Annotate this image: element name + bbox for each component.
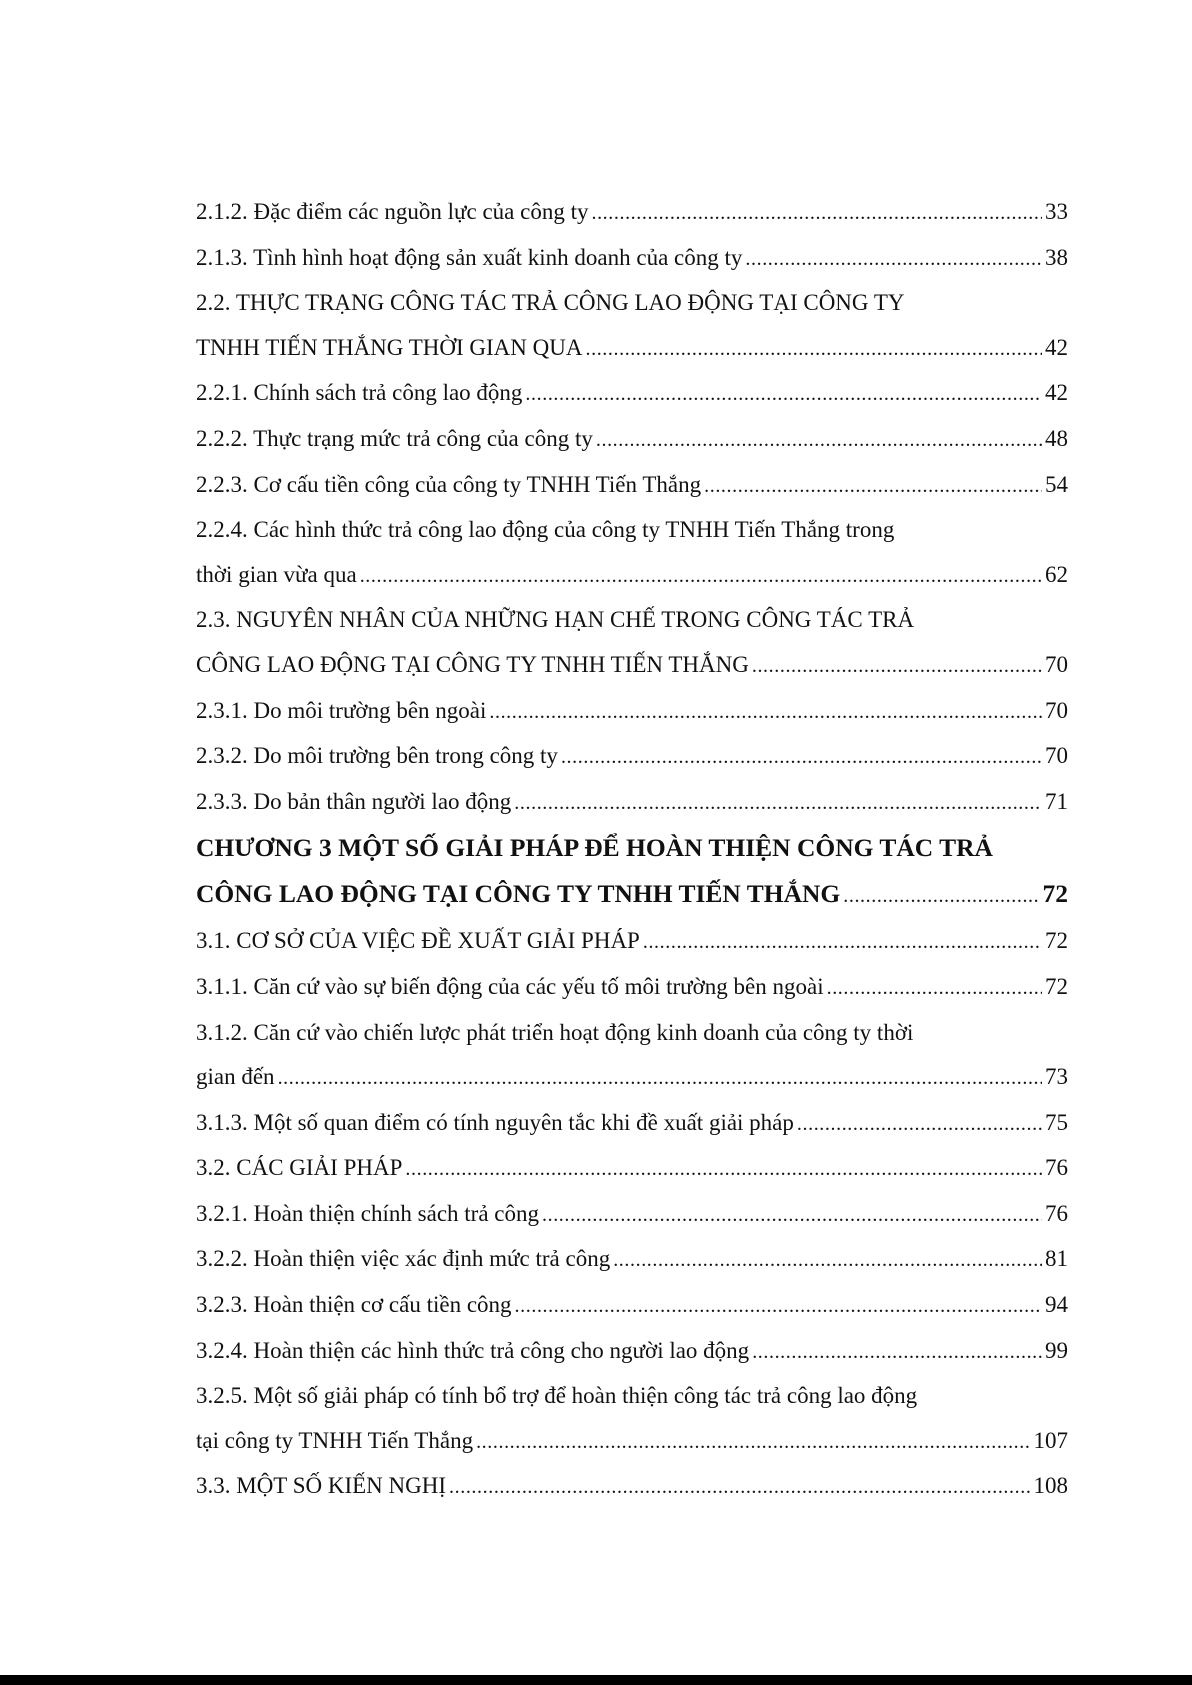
toc-page-number: 75	[1045, 1109, 1068, 1135]
toc-page-number: 70	[1045, 651, 1068, 677]
dot-leader	[643, 919, 1042, 965]
dot-leader	[752, 1329, 1042, 1375]
toc-entry[interactable]	[196, 1101, 1068, 1147]
toc-entry-title: CÔNG LAO ĐỘNG TẠI CÔNG TY TNHH TIẾN THẮNG	[196, 879, 841, 909]
dot-leader	[752, 643, 1042, 689]
toc-page-number: 99	[1045, 1337, 1068, 1363]
toc-entry[interactable]	[196, 508, 1068, 598]
toc-entry[interactable]	[196, 371, 1068, 417]
toc-entry-title: 3.2.1. Hoàn thiện chính sách trả công	[196, 1200, 539, 1226]
toc-entry[interactable]	[196, 190, 1068, 236]
toc-entry-title: 2.2.2. Thực trạng mức trả công của công ty	[196, 425, 593, 451]
toc-entry[interactable]	[196, 919, 1068, 965]
toc-entry-title: 3.3. MỘT SỐ KIẾN NGHỊ	[196, 1473, 447, 1499]
toc-entry-title: 2.2.3. Cơ cấu tiền công của công ty TNHH Tiến Thắng	[196, 471, 702, 497]
toc-entry-title: 2.3.3. Do bản thân người lao động	[196, 788, 512, 814]
dot-leader	[489, 689, 1042, 735]
toc-entry-title: 3.1.1. Căn cứ vào sự biến động của các yếu tố môi trường bên ngoài	[196, 973, 824, 999]
dot-leader	[843, 871, 1039, 919]
dot-leader	[449, 1464, 1030, 1510]
toc-entry[interactable]	[196, 417, 1068, 463]
page-bottom-border	[0, 1675, 1192, 1685]
dot-leader	[586, 326, 1043, 372]
toc-page-number: 72	[1045, 973, 1068, 999]
toc-page-number: 42	[1045, 380, 1068, 406]
toc-page-number: 54	[1045, 471, 1068, 497]
toc-page-number: 48	[1045, 425, 1068, 451]
toc-entry-title: thời gian vừa qua	[196, 561, 357, 587]
dot-leader	[596, 417, 1042, 463]
dot-leader	[515, 1283, 1042, 1329]
toc-entry-title-first-line: 2.3. NGUYÊN NHÂN CỦA NHỮNG HẠN CHẾ TRONG CÔNG TÁC TRẢ	[196, 607, 915, 633]
toc-entry-title: 3.2.4. Hoàn thiện các hình thức trả công cho người lao động	[196, 1337, 750, 1363]
toc-entry-title-first-line: 3.2.5. Một số giải pháp có tính bổ trợ để hoàn thiện công tác trả công lao động	[196, 1383, 918, 1409]
toc-entry[interactable]	[196, 1329, 1068, 1375]
toc-entry[interactable]	[196, 1237, 1068, 1283]
toc-page-number: 94	[1045, 1292, 1068, 1318]
toc-entry[interactable]	[196, 780, 1068, 826]
toc-entry-title: 3.2.2. Hoàn thiện việc xác định mức trả công	[196, 1246, 611, 1272]
toc-entry-title: tại công ty TNHH Tiến Thắng	[196, 1427, 474, 1453]
toc-entry-title-first-line: CHƯƠNG 3 MỘT SỐ GIẢI PHÁP ĐỂ HOÀN THIỆN CÔNG TÁC TRẢ	[196, 833, 993, 863]
toc-entry-title: gian đến	[196, 1064, 275, 1090]
toc-page-number: 71	[1045, 788, 1068, 814]
toc-entry-title-first-line: 3.1.2. Căn cứ vào chiến lược phát triển hoạt động kinh doanh của công ty thời	[196, 1019, 914, 1045]
dot-leader	[613, 1237, 1042, 1283]
toc-entry[interactable]	[196, 598, 1068, 688]
dot-leader	[476, 1419, 1030, 1465]
toc-entry-title: 2.3.1. Do môi trường bên ngoài	[196, 697, 487, 723]
toc-page-number: 73	[1045, 1064, 1068, 1090]
toc-page-number: 33	[1045, 199, 1068, 224]
dot-leader	[704, 463, 1042, 509]
toc-entry-title-first-line: 2.2.4. Các hình thức trả công lao động của công ty TNHH Tiến Thắng trong	[196, 517, 895, 543]
toc-page-number: 107	[1033, 1427, 1068, 1453]
toc-entry-title: 3.2. CÁC GIẢI PHÁP	[196, 1155, 403, 1181]
toc-entry[interactable]	[196, 281, 1068, 371]
toc-entry[interactable]	[196, 1464, 1068, 1510]
toc-page-number: 72	[1042, 879, 1068, 909]
dot-leader	[561, 734, 1042, 780]
dot-leader	[745, 236, 1042, 282]
toc-entry[interactable]	[196, 1011, 1068, 1101]
toc-entry[interactable]	[196, 965, 1068, 1011]
toc-page-number: 42	[1045, 334, 1068, 360]
toc-entry-title: 3.1. CƠ SỞ CỦA VIỆC ĐỀ XUẤT GIẢI PHÁP	[196, 928, 640, 954]
toc-page-number: 70	[1045, 743, 1068, 769]
toc-page-number: 108	[1033, 1473, 1068, 1499]
toc-page-number: 38	[1045, 244, 1068, 270]
dot-leader	[525, 371, 1042, 417]
dot-leader	[514, 780, 1042, 826]
table-of-contents	[196, 190, 1068, 1510]
toc-entry-title: 3.1.3. Một số quan điểm có tính nguyên tắc khi đề xuất giải pháp	[196, 1109, 794, 1135]
toc-entry[interactable]	[196, 236, 1068, 282]
dot-leader	[405, 1146, 1042, 1192]
toc-entry-title: 3.2.3. Hoàn thiện cơ cấu tiền công	[196, 1292, 512, 1318]
toc-entry[interactable]	[196, 1374, 1068, 1464]
toc-entry[interactable]	[196, 689, 1068, 735]
toc-page-number: 72	[1045, 928, 1068, 954]
toc-entry[interactable]	[196, 1283, 1068, 1329]
dot-leader	[827, 965, 1042, 1011]
toc-entry-title-first-line: 2.2. THỰC TRẠNG CÔNG TÁC TRẢ CÔNG LAO ĐỘNG TẠI CÔNG TY	[196, 290, 905, 316]
dot-leader	[360, 553, 1042, 599]
toc-page-number: 76	[1045, 1155, 1068, 1181]
dot-leader	[542, 1192, 1042, 1238]
toc-page-number: 76	[1045, 1200, 1068, 1226]
toc-entry-title: TNHH TIẾN THẮNG THỜI GIAN QUA	[196, 334, 583, 360]
toc-page-number: 81	[1045, 1246, 1068, 1272]
dot-leader	[278, 1055, 1042, 1101]
toc-entry[interactable]	[196, 1192, 1068, 1238]
dot-leader	[797, 1101, 1042, 1147]
toc-entry-title: 2.2.1. Chính sách trả công lao động	[196, 380, 523, 406]
toc-page-number: 70	[1045, 697, 1068, 723]
toc-entry[interactable]	[196, 825, 1068, 919]
toc-page-number: 62	[1045, 561, 1068, 587]
toc-entry[interactable]	[196, 734, 1068, 780]
toc-entry-title: CÔNG LAO ĐỘNG TẠI CÔNG TY TNHH TIẾN THẮNG	[196, 651, 749, 677]
dot-leader	[591, 190, 1042, 236]
toc-entry-title: 2.1.2. Đặc điểm các nguồn lực của công ty	[196, 199, 589, 224]
toc-entry[interactable]	[196, 463, 1068, 509]
toc-entry-title: 2.1.3. Tình hình hoạt động sản xuất kinh doanh của công ty	[196, 244, 743, 270]
toc-entry-title: 2.3.2. Do môi trường bên trong công ty	[196, 743, 558, 769]
toc-entry[interactable]	[196, 1146, 1068, 1192]
